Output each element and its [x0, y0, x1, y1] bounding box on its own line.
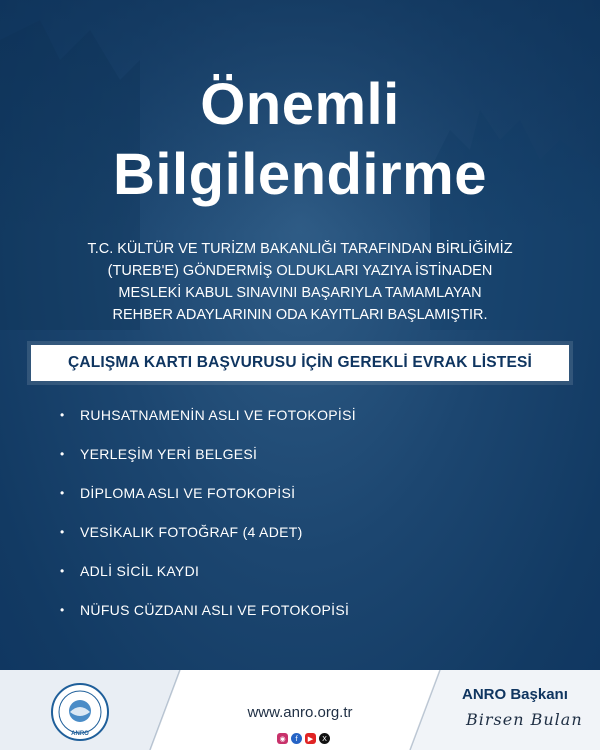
instagram-icon[interactable]: ◉ [277, 733, 288, 744]
facebook-icon[interactable]: f [291, 733, 302, 744]
list-item-label: NÜFUS CÜZDANI ASLI VE FOTOKOPİSİ [80, 601, 350, 618]
x-icon[interactable]: X [319, 733, 330, 744]
list-item [60, 590, 540, 629]
social-icons [277, 733, 330, 745]
intro-paragraph [60, 238, 540, 326]
document-list-banner [31, 345, 569, 381]
list-item-label: VESİKALIK FOTOĞRAF (4 ADET) [80, 523, 303, 540]
bullet-icon: • [60, 563, 65, 578]
page-title [0, 70, 600, 210]
list-item [60, 473, 540, 512]
list-item-label: DİPLOMA ASLI VE FOTOKOPİSİ [80, 484, 296, 501]
bullet-icon: • [60, 446, 65, 461]
youtube-icon[interactable]: ▶ [305, 733, 316, 744]
title-line-1: Önemli [200, 72, 400, 137]
bullet-icon: • [60, 407, 65, 422]
bullet-icon: • [60, 602, 65, 617]
website-link[interactable]: www.anro.org.tr [247, 704, 353, 721]
intro-line-2: (TUREB'E) GÖNDERMİŞ OLDUKLARI YAZIYA İSTİNADEN [107, 263, 493, 279]
list-item [60, 512, 540, 551]
list-item-label: ADLİ SİCİL KAYDI [80, 562, 200, 579]
document-list [60, 395, 540, 629]
intro-line-3: MESLEKİ KABUL SINAVINI BAŞARIYLA TAMAMLAYAN [118, 285, 482, 301]
title-line-2: Bilgilendirme [113, 142, 487, 207]
list-item [60, 434, 540, 473]
logo-text: ANRO [71, 731, 89, 737]
intro-line-1: T.C. KÜLTÜR VE TURİZM BAKANLIĞI TARAFINDAN BİRLİĞİMİZ [87, 241, 513, 257]
signature-name: Birsen Bulan [466, 710, 583, 729]
bullet-icon: • [60, 524, 65, 539]
list-item [60, 395, 540, 434]
list-item-label: RUHSATNAMENİN ASLI VE FOTOKOPİSİ [80, 406, 356, 423]
signature-title: ANRO Başkanı [462, 686, 568, 703]
intro-line-4: REHBER ADAYLARININ ODA KAYITLARI BAŞLAMIŞTIR. [112, 307, 488, 323]
list-item-label: YERLEŞİM YERİ BELGESİ [80, 445, 258, 462]
bullet-icon: • [60, 485, 65, 500]
list-item [60, 551, 540, 590]
banner-text: ÇALIŞMA KARTI BAŞVURUSU İÇİN GEREKLİ EVRAK LİSTESİ [67, 354, 533, 371]
